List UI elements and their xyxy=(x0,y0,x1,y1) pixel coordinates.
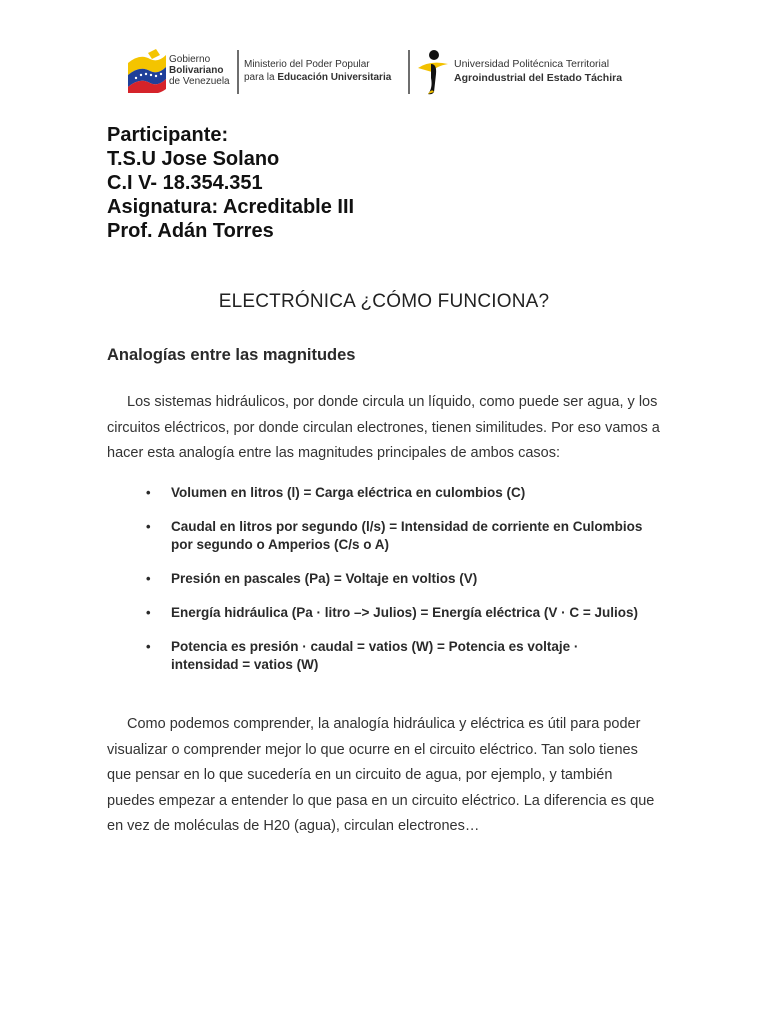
gov-line-3: de Venezuela xyxy=(169,76,230,87)
list-item xyxy=(145,638,645,674)
ministry-name xyxy=(244,58,391,84)
participant-info xyxy=(107,123,354,243)
bullet-icon: • xyxy=(146,639,151,654)
list-item-text: Volumen en litros (l) = Carga eléctrica en culombios (C) xyxy=(171,485,526,500)
gov-line-2: Bolivariano xyxy=(169,65,224,76)
conclusion-paragraph: Como podemos comprender, la analogía hidráulica y eléctrica es útil para poder visualizar o comprender mejor lo que ocurre en el circuito eléctrico. Tan solo tienes que pensar en lo que sucedería en un circuito de agua, por ejemplo, y también puedes empezar a entender lo que pasa en un circuito eléctrico. La diferencia es que en vez de moléculas de H20 (agua), circulan electrones… xyxy=(107,716,655,834)
banner-divider xyxy=(408,50,410,94)
university-name xyxy=(454,57,622,85)
bullet-icon: • xyxy=(146,571,151,586)
list-item xyxy=(145,484,645,502)
gov-line-1: Gobierno xyxy=(169,54,211,65)
list-item xyxy=(145,570,645,588)
university-logo-icon xyxy=(414,48,452,96)
list-item-text: Caudal en litros por segundo (l/s) = Intensidad de corriente en Culombios por segundo o Amperios (C/s o A) xyxy=(171,519,643,552)
institutional-banner xyxy=(108,44,664,98)
list-item-text: Energía hidráulica (Pa · litro –> Julios) = Energía eléctrica (V · C = Julios) xyxy=(171,605,639,620)
intro-paragraph: Los sistemas hidráulicos, por donde circula un líquido, como puede ser agua, y los circuitos eléctricos, por donde circulan electrones, tienen similitudes. Por eso vamos a hacer esta analogía entre las magnitudes principales de ambos casos: xyxy=(107,394,660,461)
list-item xyxy=(145,604,645,622)
banner-divider xyxy=(237,50,239,94)
ministry-line-2-prefix: para la xyxy=(244,72,278,83)
ministry-line-2 xyxy=(244,71,391,84)
participant-label: Participante: xyxy=(107,124,229,146)
government-name xyxy=(169,54,230,87)
ministry-line-1: Ministerio del Poder Popular xyxy=(244,59,370,70)
list-item-text: Presión en pascales (Pa) = Voltaje en voltios (V) xyxy=(171,571,478,586)
university-line-2: Agroindustrial del Estado Táchira xyxy=(454,72,623,84)
section-heading: Analogías entre las magnitudes xyxy=(107,346,356,364)
analogy-list xyxy=(145,484,645,690)
document-title: ELECTRÓNICA ¿CÓMO FUNCIONA? xyxy=(218,291,550,312)
university-line-1: Universidad Politécnica Territorial xyxy=(454,58,610,70)
government-logo xyxy=(126,49,238,95)
list-item xyxy=(145,518,645,554)
bullet-icon: • xyxy=(146,519,151,534)
bullet-icon: • xyxy=(146,485,151,500)
ministry-line-2-bold: Educación Universitaria xyxy=(277,72,392,83)
venezuela-flag-icon xyxy=(126,49,168,93)
participant-subject: Asignatura: Acreditable III xyxy=(107,196,355,218)
participant-professor: Prof. Adán Torres xyxy=(107,220,274,242)
participant-name: T.S.U Jose Solano xyxy=(107,148,280,170)
participant-id: C.I V- 18.354.351 xyxy=(107,172,263,194)
bullet-icon: • xyxy=(146,605,151,620)
list-item-text: Potencia es presión · caudal = vatios (W) = Potencia es voltaje · intensidad = vatios (W) xyxy=(171,639,579,672)
